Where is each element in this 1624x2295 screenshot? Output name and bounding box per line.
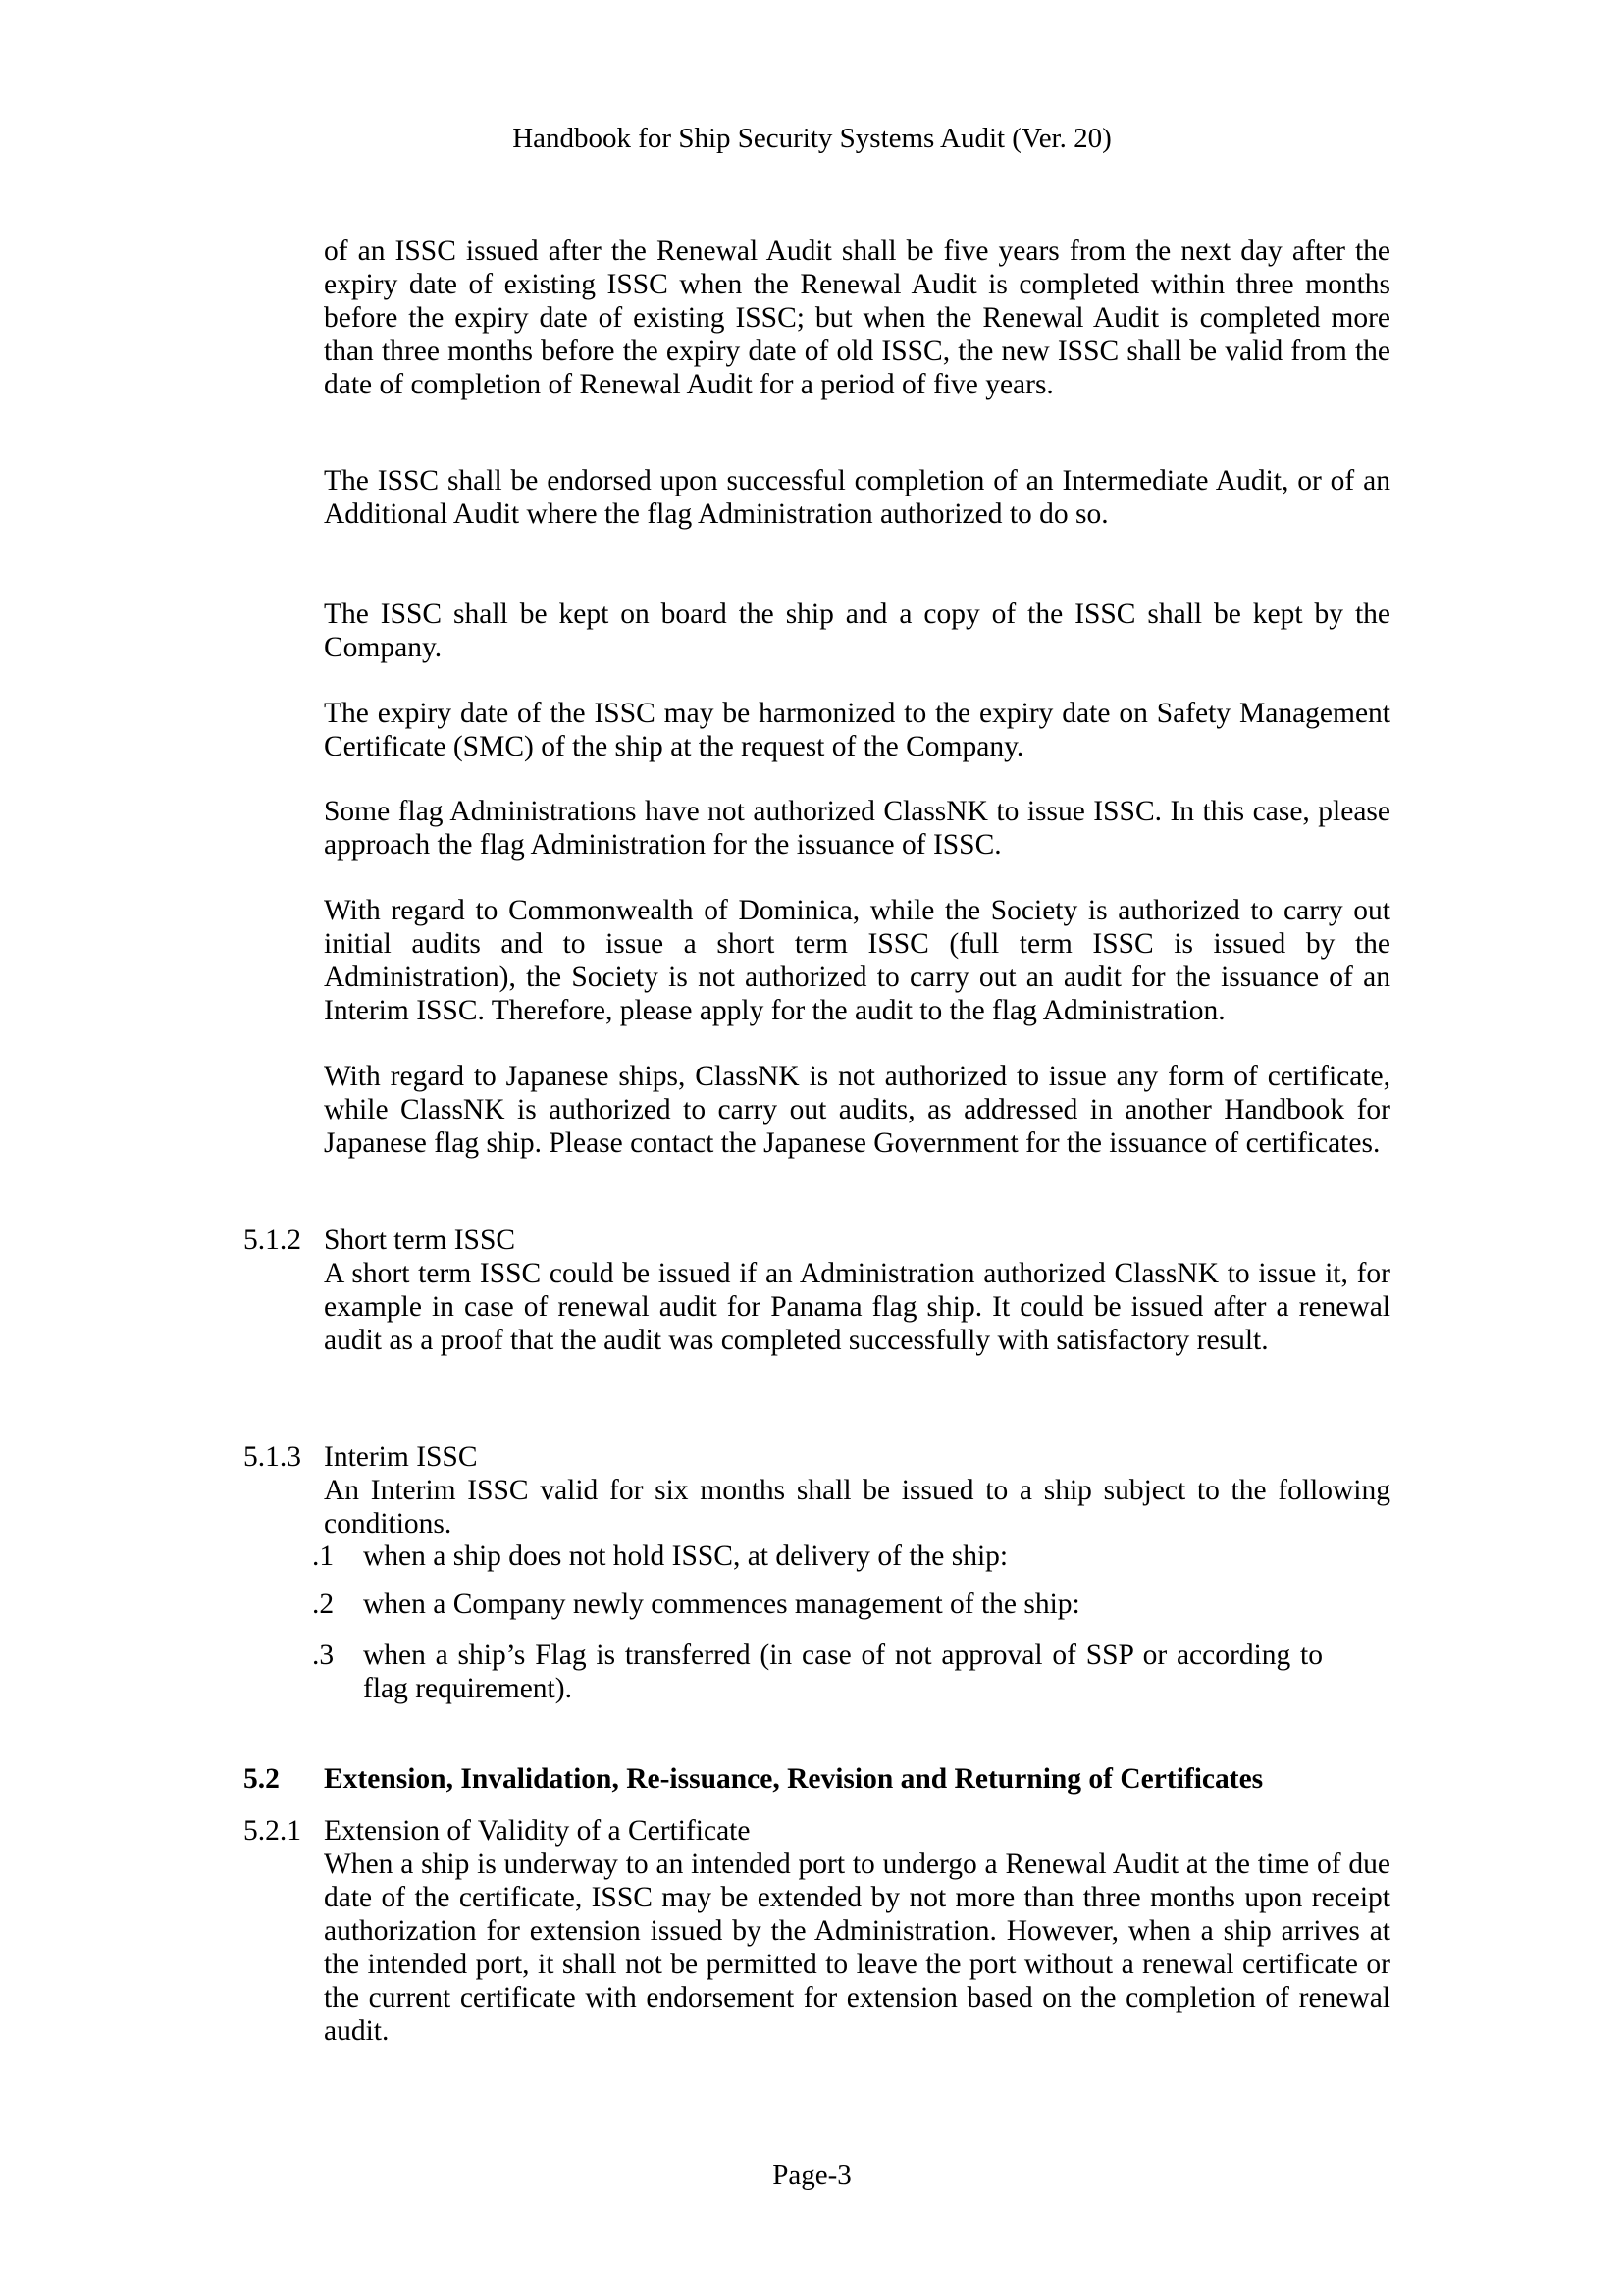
section-number: 5.1.3 — [243, 1441, 301, 1473]
section-text-5-1-3: An Interim ISSC valid for six months shall be issued to a ship subject to the following conditions. — [324, 1475, 1390, 1539]
page-number: Page-3 — [772, 2160, 852, 2191]
section-heading-5-1-3 — [243, 1440, 478, 1474]
paragraph-dominica: With regard to Commonwealth of Dominica, while the Society is authorized to carry out initial audits and to issue a short term ISSC (full term ISSC is issued by the Administration), the Society is not authorized to carry out an audit for the issuance of an Interim ISSC. Therefore, please apply for the audit to the flag Administration. — [324, 895, 1390, 1026]
section-title: Interim ISSC — [324, 1441, 478, 1473]
running-header: Handbook for Ship Security Systems Audit (Ver. 20) — [512, 123, 1112, 154]
section-number: 5.1.2 — [243, 1225, 301, 1256]
list-item-text: when a Company newly commences management of the ship: — [363, 1589, 1080, 1620]
section-heading-5-2-1 — [243, 1814, 750, 1848]
list-item — [312, 1588, 1323, 1621]
list-item-number: .1 — [312, 1540, 335, 1572]
paragraph-endorsement: The ISSC shall be endorsed upon successful completion of an Intermediate Audit, or of an Additional Audit where the flag Administration authorized to do so. — [324, 465, 1390, 530]
section-text-5-2-1: When a ship is underway to an intended port to undergo a Renewal Audit at the time of due date of the certificate, ISSC may be extended by not more than three months upon receipt authorization for extension issued by the Administration. However, when a ship arrives at the intended port, it shall not be permitted to leave the port without a renewal certificate or the current certificate with endorsement for extension based on the completion of renewal audit. — [324, 1849, 1390, 2047]
paragraph-kept-on-board: The ISSC shall be kept on board the ship and a copy of the ISSC shall be kept by the Company. — [324, 599, 1390, 663]
paragraph-renewal-validity: of an ISSC issued after the Renewal Audit shall be five years from the next day after the expiry date of existing ISSC when the Renewal Audit is completed within three months before the expiry date of existing ISSC; but when the Renewal Audit is completed more than three months before the expiry date of old ISSC, the new ISSC shall be valid from the date of completion of Renewal Audit for a period of five years. — [324, 235, 1390, 400]
list-item — [312, 1539, 1323, 1573]
section-number: 5.2.1 — [243, 1815, 301, 1847]
paragraph-flag-authorization: Some flag Administrations have not authorized ClassNK to issue ISSC. In this case, please approach the flag Administration for the issuance of ISSC. — [324, 796, 1390, 861]
section-title: Extension of Validity of a Certificate — [324, 1815, 751, 1847]
section-text-5-1-2: A short term ISSC could be issued if an Administration authorized ClassNK to issue it, for example in case of renewal audit for Panama flag ship. It could be issued after a renewal audit as a proof that the audit was completed successfully with satisfactory result. — [324, 1258, 1390, 1356]
section-title: Short term ISSC — [324, 1225, 516, 1256]
list-item-number: .2 — [312, 1589, 335, 1620]
paragraph-harmonization: The expiry date of the ISSC may be harmonized to the expiry date on Safety Management Certificate (SMC) of the ship at the request of the Company. — [324, 698, 1390, 762]
section-title: Extension, Invalidation, Re-issuance, Revision and Returning of Certificates — [324, 1763, 1264, 1795]
list-item — [312, 1639, 1323, 1705]
section-number: 5.2 — [243, 1763, 280, 1795]
list-item-number: .3 — [312, 1640, 335, 1671]
list-item-text: when a ship’s Flag is transferred (in case of not approval of SSP or according to flag requirement). — [363, 1640, 1323, 1704]
section-heading-5-2 — [243, 1762, 1263, 1796]
section-heading-5-1-2 — [243, 1224, 515, 1257]
paragraph-japanese-ships: With regard to Japanese ships, ClassNK is not authorized to issue any form of certificate, while ClassNK is authorized to carry out audits, as addressed in another Handbook for Japanese flag ship. Please contact the Japanese Government for the issuance of certificates. — [324, 1061, 1390, 1159]
list-item-text: when a ship does not hold ISSC, at delivery of the ship: — [363, 1540, 1009, 1572]
